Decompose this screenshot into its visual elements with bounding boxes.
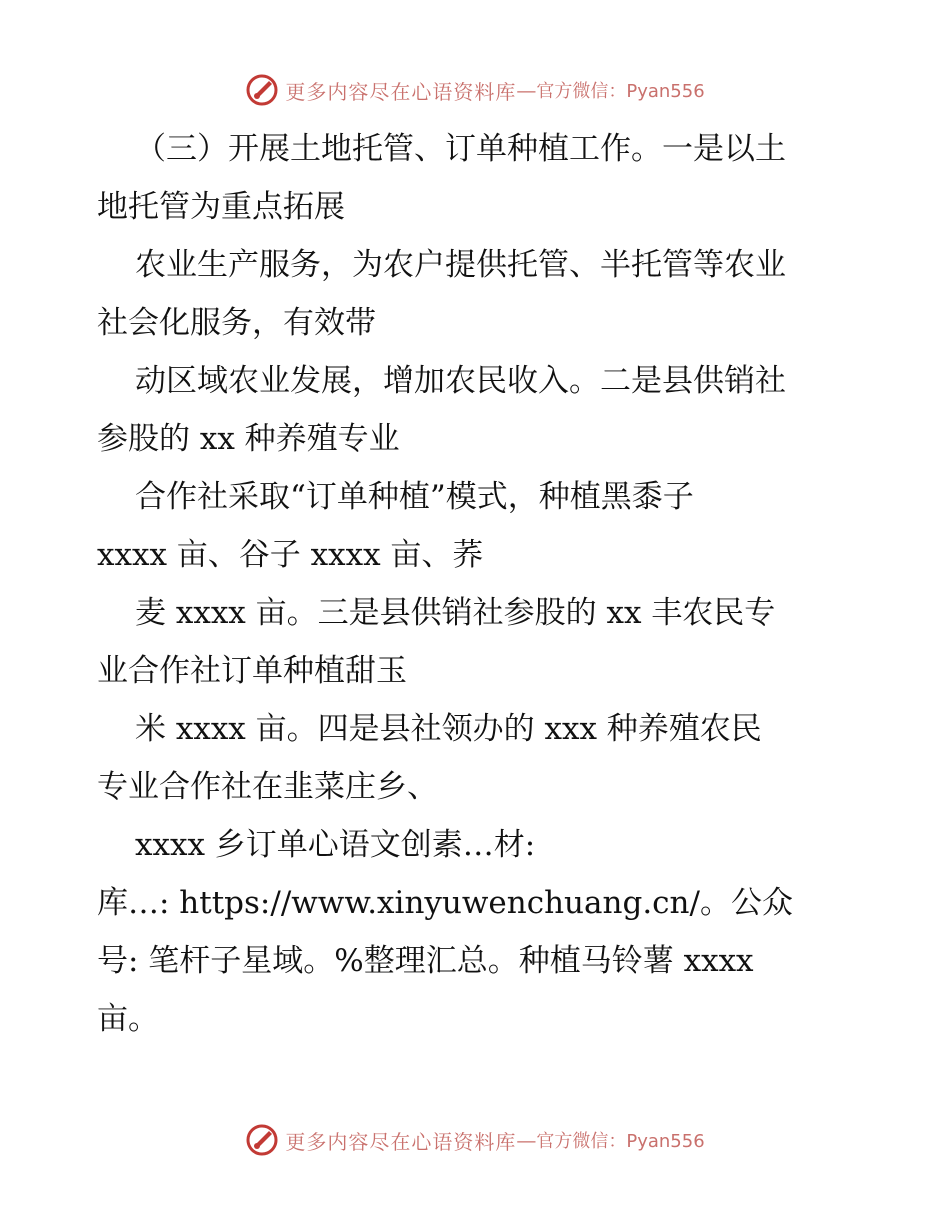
logo-icon bbox=[245, 73, 279, 107]
body-line: 参股的 xx 种养殖专业 bbox=[97, 421, 400, 457]
body-line: 库…: https://www.xinyuwenchuang.cn/。公众 bbox=[97, 885, 793, 921]
body-line: 业合作社订单种植甜玉 bbox=[97, 653, 407, 689]
header-banner bbox=[0, 70, 950, 110]
banner-title: 更多内容尽在心语资料库 bbox=[285, 1129, 517, 1154]
logo-icon bbox=[245, 1123, 279, 1157]
banner-wechat: 官方微信：Pyan556 bbox=[536, 81, 705, 102]
banner-title: 更多内容尽在心语资料库 bbox=[285, 79, 517, 104]
body-line: 农业生产服务，为农户提供托管、半托管等农业 bbox=[135, 247, 786, 283]
body-line: xxxx 乡订单心语文创素…材: bbox=[135, 827, 536, 863]
body-line: xxxx 亩、谷子 xxxx 亩、荞 bbox=[97, 537, 484, 573]
footer-banner bbox=[0, 1120, 950, 1160]
body-line: 地托管为重点拓展 bbox=[97, 189, 345, 225]
body-line: 号: 笔杆子星域。%整理汇总。种植马铃薯 xxxx bbox=[97, 943, 754, 979]
body-line: （三）开展土地托管、订单种植工作。一是以土 bbox=[135, 131, 786, 167]
body-line: 亩。 bbox=[97, 1001, 159, 1037]
body-line: 动区域农业发展，增加农民收入。二是县供销社 bbox=[135, 363, 786, 399]
banner-dash: — bbox=[516, 78, 537, 102]
body-line: 专业合作社在韭菜庄乡、 bbox=[97, 769, 438, 805]
body-line: 米 xxxx 亩。四是县社领办的 xxx 种养殖农民 bbox=[135, 711, 762, 747]
body-line: 合作社采取“订单种植”模式，种植黑黍子 bbox=[135, 479, 694, 515]
document-body bbox=[97, 120, 877, 1048]
body-line: 社会化服务，有效带 bbox=[97, 305, 376, 341]
banner-wechat: 官方微信：Pyan556 bbox=[536, 1131, 705, 1152]
body-line: 麦 xxxx 亩。三是县供销社参股的 xx 丰农民专 bbox=[135, 595, 776, 631]
banner-dash: — bbox=[516, 1128, 537, 1152]
